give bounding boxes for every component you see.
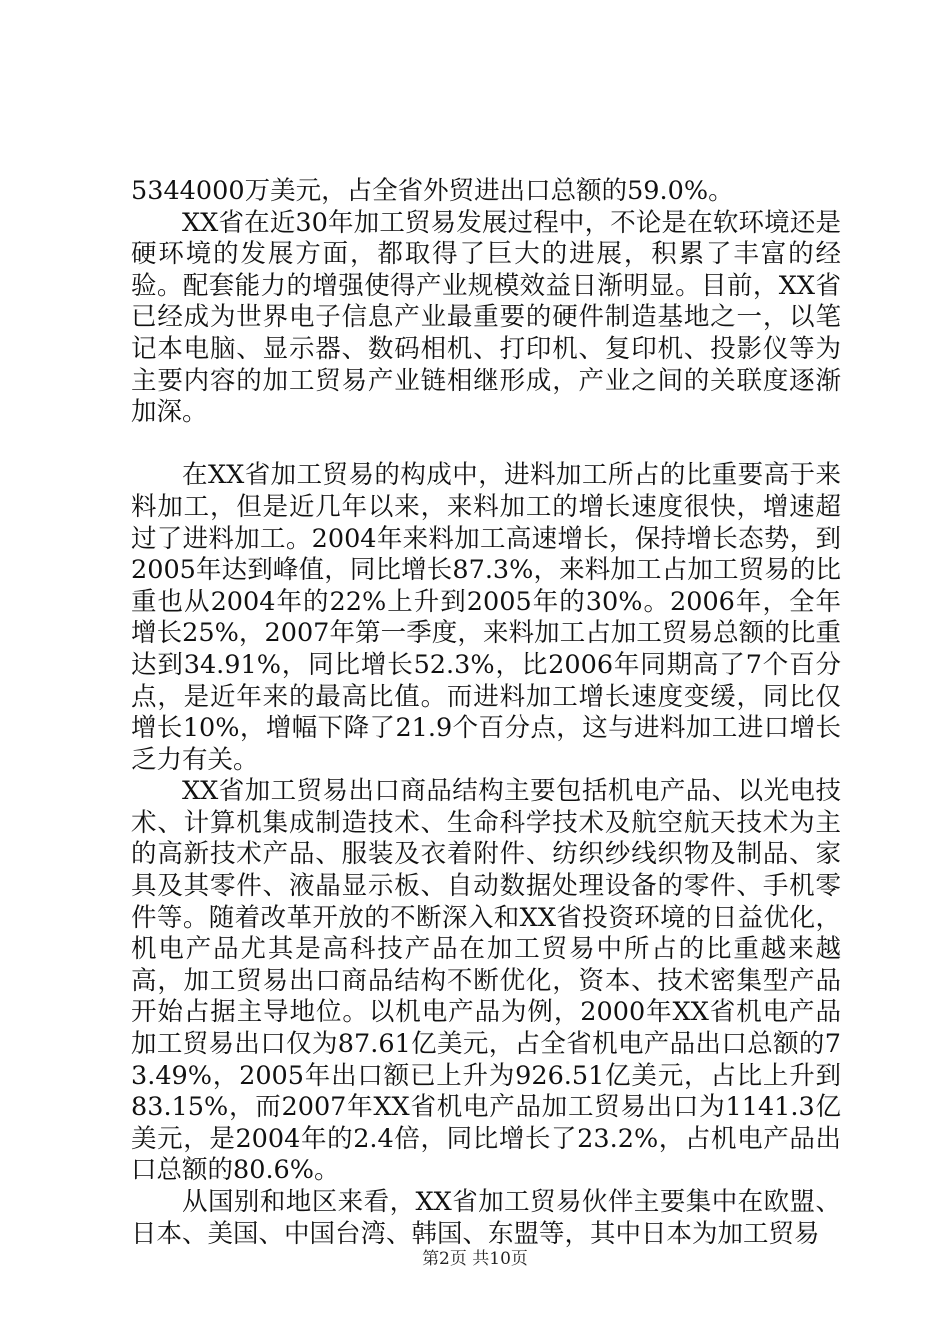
paragraph-5: 从国别和地区来看，XX省加工贸易伙伴主要集中在欧盟、日本、美国、中国台湾、韩国、东盟等，其中日本为加工贸易 — [131, 1187, 841, 1249]
document-body — [131, 176, 841, 1250]
paragraph-3: 在XX省加工贸易的构成中，进料加工所占的比重要高于来料加工，但是近几年以来，来料加工的增长速度很快，增速超过了进料加工。2004年来料加工高速增长，保持增长态势，到2005年达到峰值，同比增长87.3%，来料加工占加工贸易的比重也从2004年的22%上升到2005年的30%。2006年，全年增长25%，2007年第一季度，来料加工占加工贸易总额的比重达到34.91%，同比增长52.3%，比2006年同期高了7个百分点，是近年来的最高比值。而进料加工增长速度变缓，同比仅增长10%，增幅下降了21.9个百分点，这与进料加工进口增长乏力有关。 — [131, 460, 841, 775]
paragraph-2: XX省在近30年加工贸易发展过程中，不论是在软环境还是硬环境的发展方面，都取得了巨大的进展，积累了丰富的经验。配套能力的增强使得产业规模效益日渐明显。目前，XX省已经成为世界电子信息产业最重要的硬件制造基地之一，以笔记本电脑、显示器、数码相机、打印机、复印机、投影仪等为主要内容的加工贸易产业链相继形成，产业之间的关联度逐渐加深。 — [131, 207, 841, 428]
paragraph-4: XX省加工贸易出口商品结构主要包括机电产品、以光电技术、计算机集成制造技术、生命科学技术及航空航天技术为主的高新技术产品、服装及衣着附件、纺织纱线织物及制品、家具及其零件、液晶显示板、自动数据处理设备的零件、手机零件等。随着改革开放的不断深入和XX省投资环境的日益优化，机电产品尤其是高科技产品在加工贸易中所占的比重越来越高，加工贸易出口商品结构不断优化，资本、技术密集型产品开始占据主导地位。以机电产品为例，2000年XX省机电产品加工贸易出口仅为87.61亿美元，占全省机电产品出口总额的73.49%，2005年出口额已上升为926.51亿美元，占比上升到83.15%，而2007年XX省机电产品加工贸易出口为1141.3亿美元，是2004年的2.4倍，同比增长了23.2%，占机电产品出口总额的80.6%。 — [131, 776, 841, 1186]
page-number-footer: 第2页 共10页 — [422, 1249, 528, 1269]
paragraph-1: 5344000万美元，占全省外贸进出口总额的59.0%。 — [131, 176, 734, 206]
